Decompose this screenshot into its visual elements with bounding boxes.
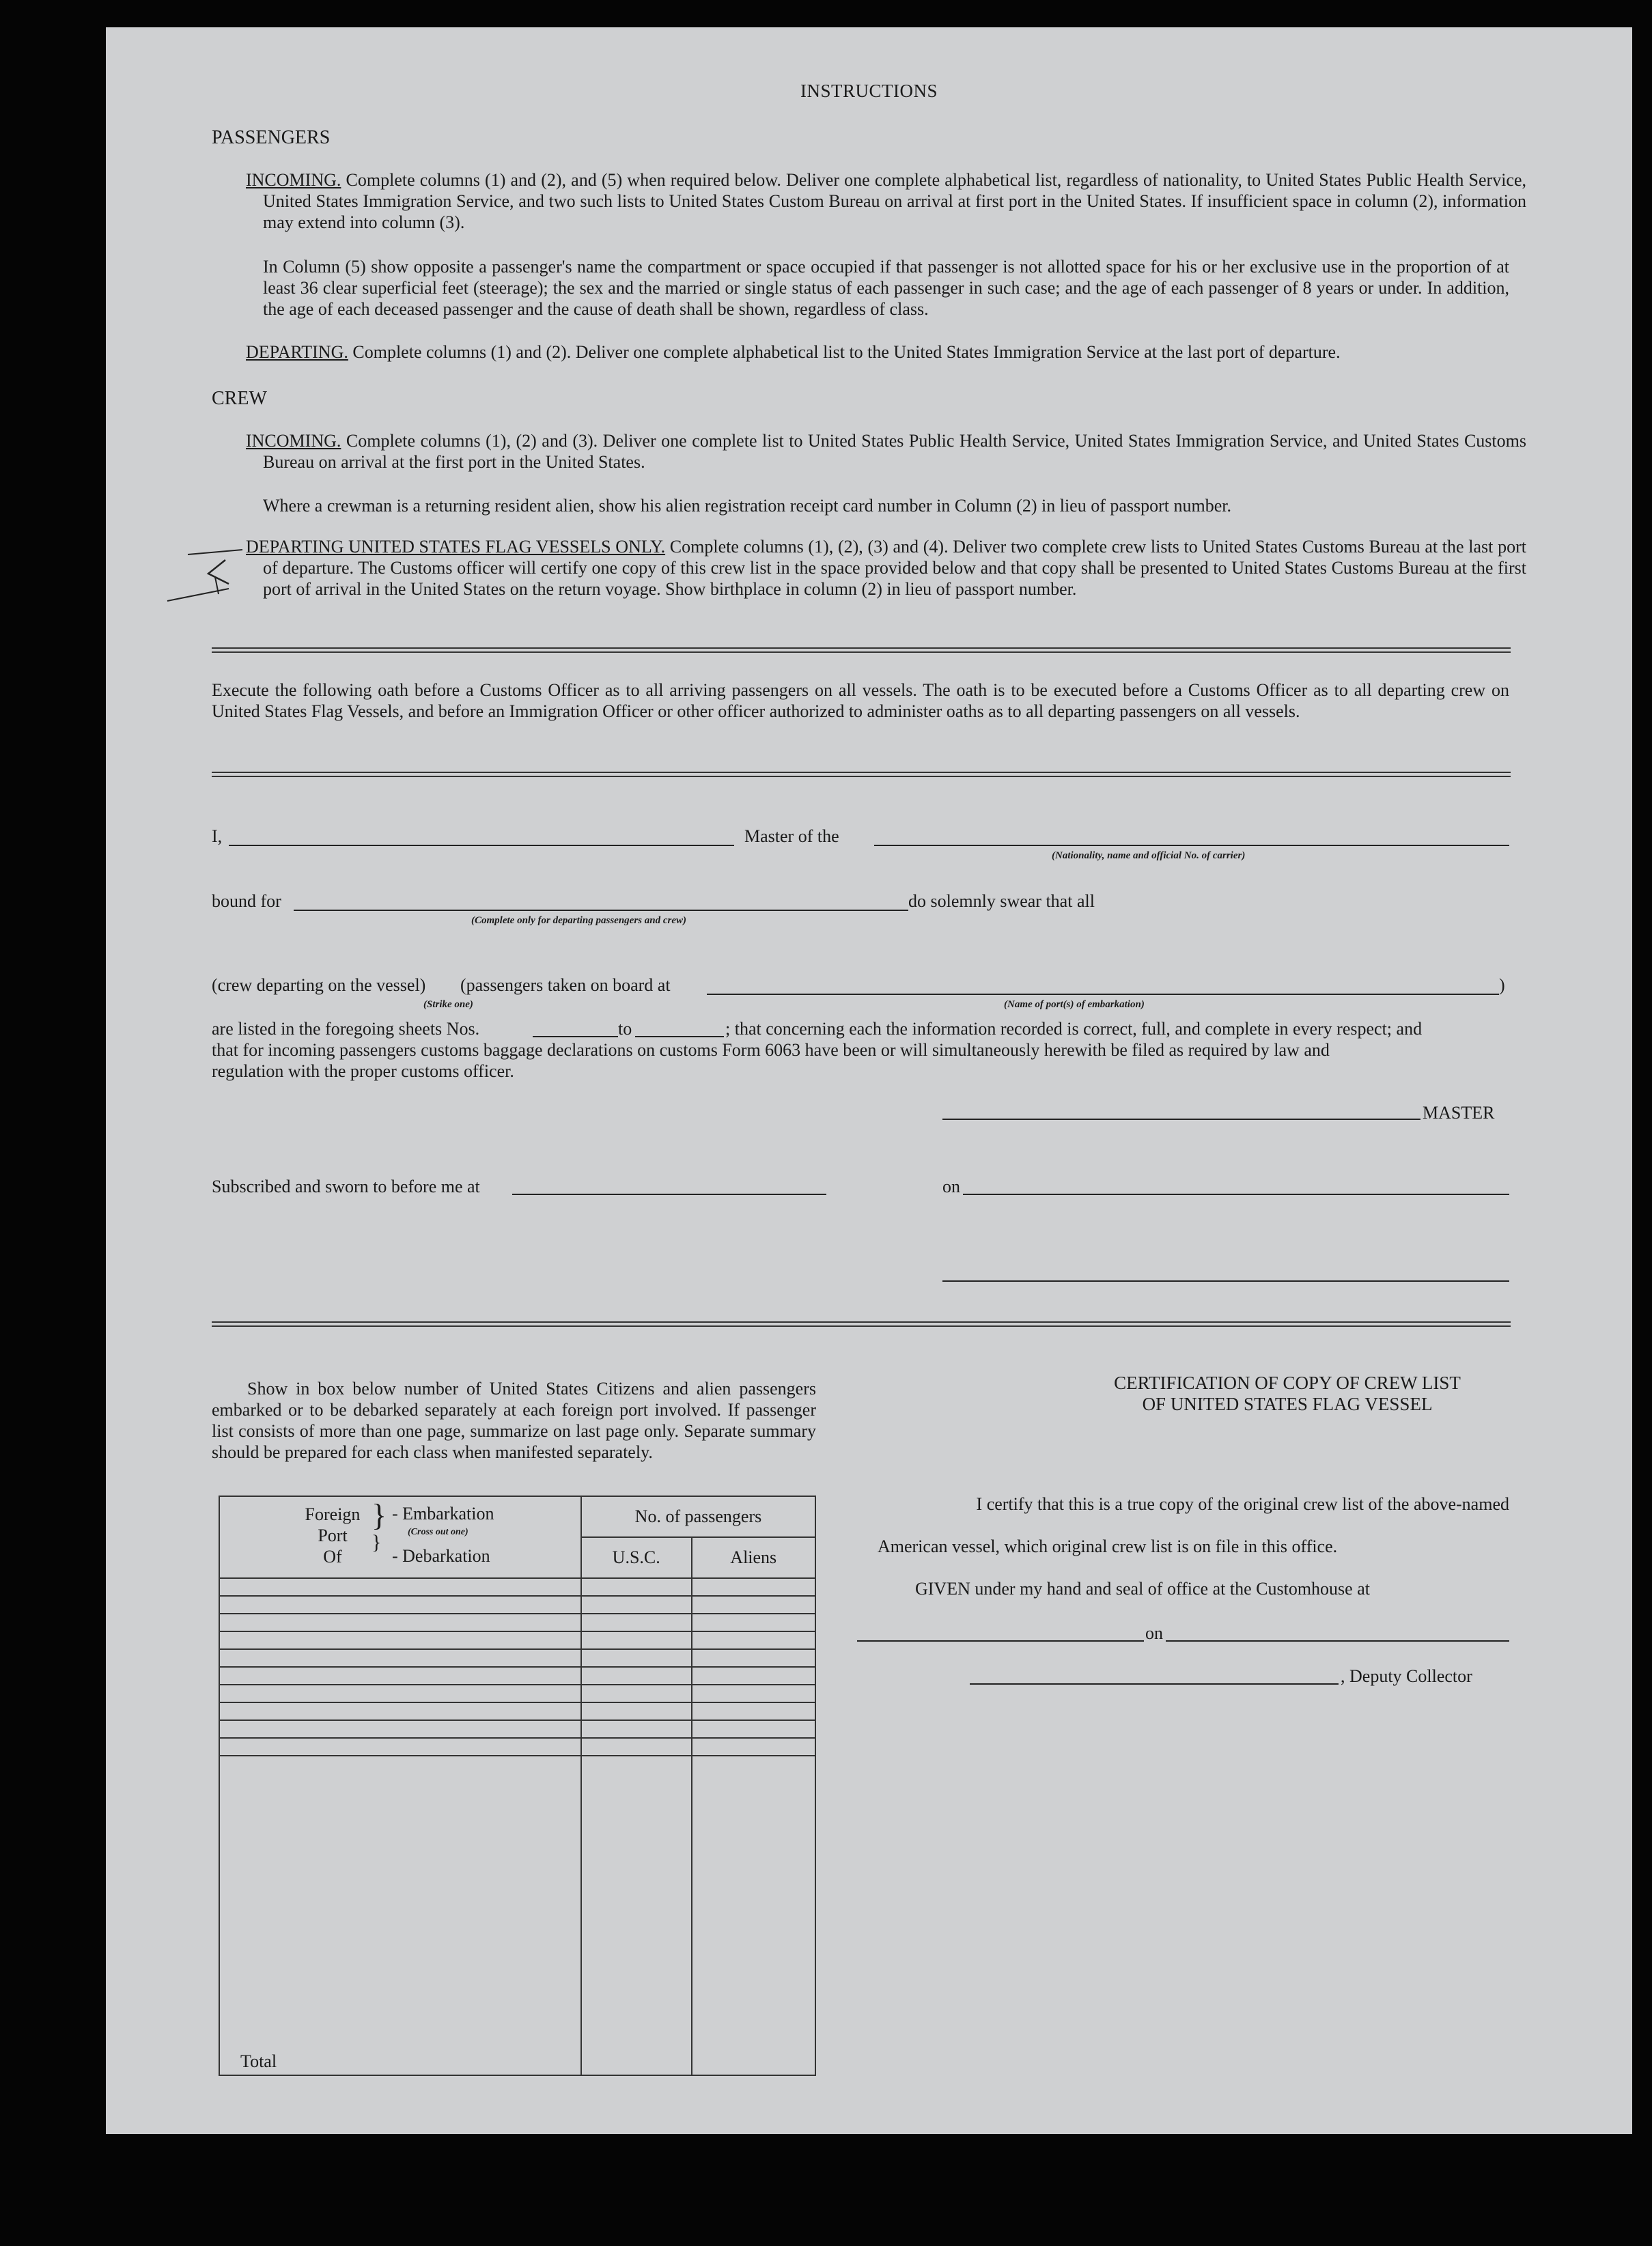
- oath-intro: Execute the following oath before a Customs Officer as to all arriving passengers on all vessels. The oath is to be executed before a Customs Officer as to all departing crew on United States Flag Vessels, and before an Immigration Officer or other officer authorized to administer oaths as to all departing passengers on all vessels.: [212, 680, 1509, 721]
- cert-on-label: on: [1145, 1623, 1163, 1643]
- table-row[interactable]: [219, 1614, 815, 1631]
- passengers-incoming-paragraph: [246, 169, 1526, 233]
- crew-heading: CREW: [212, 388, 267, 409]
- close-paren: ): [1499, 975, 1505, 995]
- embarkation-option: - Embarkation: [392, 1504, 494, 1524]
- total-aliens-cell[interactable]: [692, 1756, 816, 2075]
- deputy-signature-field[interactable]: [970, 1683, 1339, 1685]
- crew-incoming-label: INCOMING.: [246, 431, 341, 451]
- customhouse-place-field[interactable]: [857, 1640, 1144, 1642]
- passengers-departing-paragraph: [246, 341, 1509, 363]
- master-signature-field[interactable]: [942, 1119, 1420, 1120]
- crew-departing-text: Complete columns (1), (2), (3) and (4). Deliver two complete crew lists to United States Customs Bureau at the last port of departure. The Customs officer will certify one copy of this crew list in the space provided below and that copy shall be presented to United States Customs Bureau at the first port of arrival in the United States on the return voyage. Show birthplace in column (2) in lieu of passport number.: [263, 537, 1526, 599]
- summary-instructions: Show in box below number of United States Citizens and alien passengers embarked or to be debarked separately at each foreign port involved. If passenger list consists of more than one page, summarize on last page only. Separate summary should be prepared for each class when manifested separately.: [212, 1379, 816, 1462]
- table-row[interactable]: [219, 1578, 815, 1596]
- table-row[interactable]: [219, 1649, 815, 1667]
- master-name-field[interactable]: [229, 845, 734, 846]
- certification-title-line-1: CERTIFICATION OF COPY OF CREW LIST: [1114, 1373, 1461, 1393]
- sworn-place-field[interactable]: [512, 1194, 826, 1195]
- passengers-departing-label: DEPARTING.: [246, 342, 348, 362]
- passengers-column5-paragraph: In Column (5) show opposite a passenger's name the compartment or space occupied if that passenger is not allotted space for his or her exclusive use in the proportion of at least 36 clear superficial feet (steerage); the sex and the married or single status of each passenger in such case; and the age of each passenger of 8 years or under. In addition, the age of each deceased passenger and the cause of death shall be shown, regardless of class.: [263, 257, 1509, 319]
- crew-departing-paragraph: [246, 536, 1526, 600]
- listed-line-3: regulation with the proper customs officer.: [212, 1061, 514, 1081]
- table-row[interactable]: [219, 1685, 815, 1702]
- page-title: INSTRUCTIONS: [800, 81, 938, 101]
- nationality-hint: (Nationality, name and official No. of carrier): [1052, 850, 1246, 861]
- sheet-from-field[interactable]: [533, 1036, 618, 1037]
- to-label: to: [618, 1019, 632, 1039]
- divider-rule: [212, 772, 1511, 777]
- foreign-label: Foreign: [305, 1504, 361, 1524]
- listed-rest: ; that concerning each the information recorded is correct, full, and complete in every respect; and: [725, 1019, 1423, 1039]
- swear-label: do solemnly swear that all: [908, 891, 1095, 911]
- port-hint: (Name of port(s) of embarkation): [1004, 999, 1145, 1010]
- handwritten-mark: [160, 546, 249, 608]
- aliens-header: Aliens: [692, 1537, 816, 1578]
- embarkation-port-field[interactable]: [707, 994, 1499, 995]
- port-header-cell: [219, 1496, 581, 1578]
- total-label: Total: [219, 1756, 581, 2075]
- brace-bottom: }: [372, 1531, 382, 1554]
- complete-hint: (Complete only for departing passengers and crew): [471, 915, 686, 926]
- passengers-departing-text: Complete columns (1) and (2). Deliver one complete alphabetical list to the United States Immigration Service at the last port of departure.: [352, 342, 1341, 362]
- given-text: GIVEN under my hand and seal of office at the Customhouse at: [915, 1579, 1370, 1599]
- table-row[interactable]: [219, 1720, 815, 1738]
- sworn-date-field[interactable]: [963, 1194, 1509, 1195]
- total-row[interactable]: [219, 1756, 815, 2075]
- table-row[interactable]: [219, 1631, 815, 1649]
- total-usc-cell[interactable]: [581, 1756, 692, 2075]
- form-page: [106, 27, 1632, 2134]
- crew-departing-label: DEPARTING UNITED STATES FLAG VESSELS ONLY.: [246, 537, 666, 557]
- sheet-to-field[interactable]: [635, 1036, 724, 1037]
- certify-text: I certify that this is a true copy of the original crew list of the above-named: [976, 1494, 1509, 1514]
- deputy-collector-label: , Deputy Collector: [1341, 1666, 1472, 1686]
- passengers-heading: PASSENGERS: [212, 127, 331, 148]
- cross-out-hint: (Cross out one): [408, 1527, 468, 1537]
- crew-incoming-paragraph: [246, 430, 1526, 473]
- table-row[interactable]: [219, 1596, 815, 1614]
- carrier-field[interactable]: [874, 845, 1509, 846]
- certification-title-line-2: OF UNITED STATES FLAG VESSEL: [1142, 1394, 1433, 1414]
- bound-for-label: bound for: [212, 891, 281, 911]
- strike-hint: (Strike one): [423, 999, 473, 1010]
- crew-departing-option: (crew departing on the vessel): [212, 975, 426, 995]
- subscribed-label: Subscribed and sworn to before me at: [212, 1177, 480, 1196]
- debarkation-option: - Debarkation: [392, 1546, 490, 1566]
- table-row[interactable]: [219, 1667, 815, 1685]
- passengers-taken-option: (passengers taken on board at: [460, 975, 671, 995]
- passengers-incoming-text: Complete columns (1) and (2), and (5) when required below. Deliver one complete alphabetical list, regardless of nationality, to United States Public Health Service, United States Immigration Service, and two such lists to United States Custom Bureau on arrival at first port in the United States. If insufficient space in column (2), information may extend into column (3).: [263, 170, 1527, 232]
- listed-line-2: that for incoming passengers customs baggage declarations on customs Form 6063 have been or will simultaneously herewith be filed as required by law and: [212, 1040, 1330, 1060]
- no-passengers-header: No. of passengers: [581, 1496, 815, 1537]
- master-label: MASTER: [1423, 1103, 1495, 1123]
- master-of-label: Master of the: [744, 826, 839, 846]
- brace-top: }: [372, 1498, 387, 1532]
- divider-rule: [212, 1321, 1511, 1327]
- usc-header: U.S.C.: [581, 1537, 692, 1578]
- officer-signature-field[interactable]: [942, 1280, 1509, 1282]
- on-label: on: [942, 1177, 960, 1196]
- bound-for-field[interactable]: [294, 910, 908, 911]
- divider-rule: [212, 647, 1511, 653]
- american-text: American vessel, which original crew list is on file in this office.: [878, 1536, 1338, 1556]
- passengers-incoming-label: INCOMING.: [246, 170, 341, 190]
- table-row[interactable]: [219, 1702, 815, 1720]
- port-label: Port: [318, 1526, 348, 1545]
- crew-resident-paragraph: Where a crewman is a returning resident alien, show his alien registration receipt card number in Column (2) in lieu of passport number.: [263, 496, 1232, 516]
- table-row[interactable]: [219, 1738, 815, 1756]
- crew-incoming-text: Complete columns (1), (2) and (3). Deliver one complete list to United States Public Health Service, United States Immigration Service, and United States Customs Bureau on arrival at the first port in the United States.: [263, 431, 1526, 472]
- oath-i-label: I,: [212, 826, 223, 846]
- certification-title: [912, 1373, 1652, 1415]
- of-label: Of: [323, 1547, 342, 1567]
- listed-label: are listed in the foregoing sheets Nos.: [212, 1019, 480, 1039]
- passenger-summary-table: [219, 1496, 816, 2076]
- cert-date-field[interactable]: [1166, 1640, 1509, 1642]
